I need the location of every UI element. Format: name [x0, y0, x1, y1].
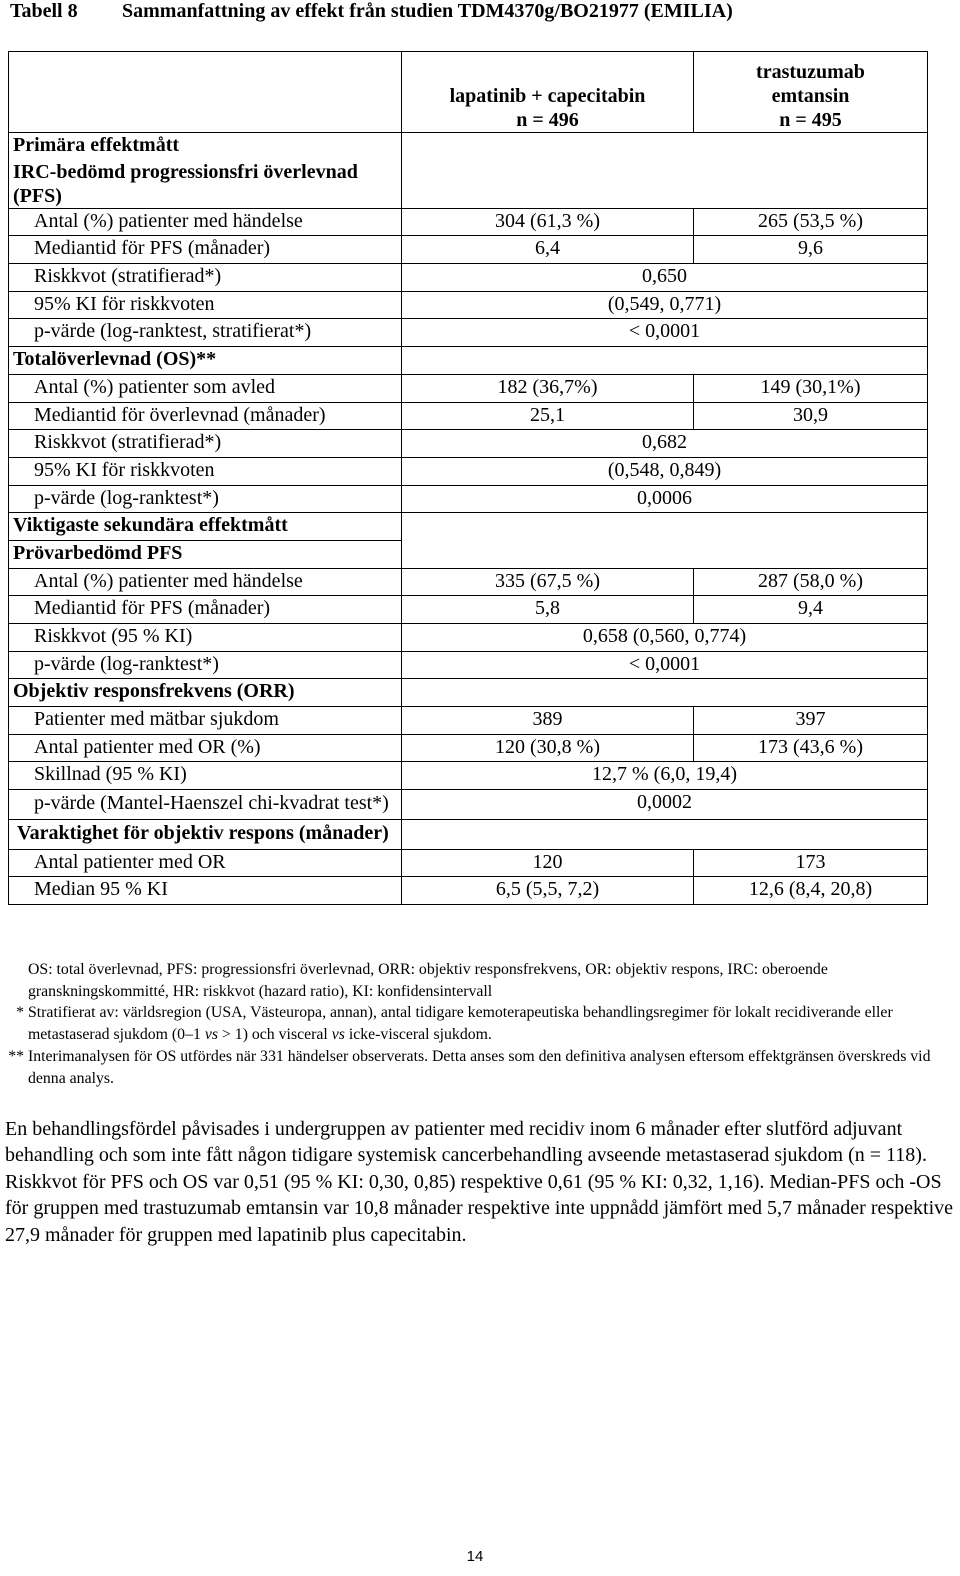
value-combined: 0,0002 [402, 790, 928, 820]
row-label: p-värde (log-ranktest*) [9, 651, 402, 679]
value-combined: (0,549, 0,771) [402, 291, 928, 319]
row-label: p-värde (log-ranktest, stratifierat*) [9, 319, 402, 347]
value-trastuzumab: 397 [694, 707, 928, 735]
table-row [9, 679, 928, 707]
row-label: Antal (%) patienter med händelse [9, 208, 402, 236]
value-lapatinib: 120 [402, 849, 694, 877]
value-trastuzumab: 12,6 (8,4, 20,8) [694, 877, 928, 905]
value-lapatinib: 120 (30,8 %) [402, 734, 694, 762]
table-row [9, 819, 928, 849]
table-row [9, 133, 928, 160]
table-row [9, 596, 928, 624]
table-row [9, 208, 928, 236]
table-row [9, 762, 928, 790]
section-label: Varaktighet för objektiv respons (månader) [9, 819, 402, 849]
value-trastuzumab: 149 (30,1%) [694, 374, 928, 402]
table-row [9, 347, 928, 375]
table-footnotes [0, 959, 940, 1089]
value-trastuzumab: 173 (43,6 %) [694, 734, 928, 762]
empty-cell [402, 133, 928, 209]
table-title: Sammanfattning av effekt från studien TDM4370g/BO21977 (EMILIA) [122, 0, 733, 22]
value-lapatinib: 182 (36,7%) [402, 374, 694, 402]
footnote-abbreviations: OS: total överlevnad, PFS: progressionsfri överlevnad, ORR: objektiv responsfrekvens, OR: objektiv respons, IRC: oberoende granskningskommitté, HR: riskkvot (hazard ratio), KI: konfidensintervall [28, 961, 828, 1000]
table-row [9, 457, 928, 485]
value-combined: 0,682 [402, 430, 928, 458]
table-row [9, 430, 928, 458]
value-lapatinib: 389 [402, 707, 694, 735]
value-combined: 0,0006 [402, 485, 928, 513]
table-row [9, 849, 928, 877]
table-row [9, 264, 928, 292]
value-combined: 0,650 [402, 264, 928, 292]
value-combined: (0,548, 0,849) [402, 457, 928, 485]
value-trastuzumab: 265 (53,5 %) [694, 208, 928, 236]
value-combined: < 0,0001 [402, 319, 928, 347]
body-paragraph: En behandlingsfördel påvisades i undergruppen av patienter med recidiv inom 6 månader efter slutförd adjuvant behandling och som inte fått någon tidigare systemisk cancerbehandling avseende metastaserad sjukdom (n = 118). Riskkvot för PFS och OS var 0,51 (95 % KI: 0,30, 0,85) respektive 0,61 (95 % KI: 0,32, 1,16). Median-PFS och -OS för gruppen med trastuzumab emtansin var 10,8 månader respektive inte uppnådd jämfört med 5,7 månader respektive 27,9 månader för gruppen med lapatinib plus capecitabin. [5, 1118, 954, 1246]
value-lapatinib: 6,5 (5,5, 7,2) [402, 877, 694, 905]
section-label: Viktigaste sekundära effektmått [9, 513, 402, 541]
value-lapatinib: 304 (61,3 %) [402, 208, 694, 236]
table-row [9, 707, 928, 735]
empty-cell [402, 347, 928, 375]
footnote-interim: ** Interimanalysen för OS utfördes när 331 händelser observerats. Detta anses som den definitiva analysen eftersom effektgränsen överskreds vid denna analys. [0, 1046, 940, 1089]
row-label: 95% KI för riskkvoten [9, 457, 402, 485]
table-row [9, 319, 928, 347]
table-row [9, 624, 928, 652]
row-label: Antal patienter med OR (%) [9, 734, 402, 762]
table-row [9, 374, 928, 402]
row-label: p-värde (log-ranktest*) [9, 485, 402, 513]
value-combined: 0,658 (0,560, 0,774) [402, 624, 928, 652]
row-label: Mediantid för PFS (månader) [9, 596, 402, 624]
table-header-row [9, 52, 928, 133]
header-lapatinib: lapatinib + capecitabin n = 496 [402, 52, 694, 133]
value-lapatinib: 25,1 [402, 402, 694, 430]
empty-cell [402, 819, 928, 849]
value-trastuzumab: 287 (58,0 %) [694, 568, 928, 596]
section-label: Totalöverlevnad (OS)** [9, 347, 402, 375]
row-label: 95% KI för riskkvoten [9, 291, 402, 319]
value-trastuzumab: 9,6 [694, 236, 928, 264]
table-row [9, 568, 928, 596]
table-row [9, 485, 928, 513]
row-label: Antal patienter med OR [9, 849, 402, 877]
footnote-mark: * [16, 1004, 24, 1022]
header-trastuzumab: trastuzumab emtansin n = 495 [694, 52, 928, 133]
page-number: 14 [466, 1548, 484, 1565]
value-combined: 12,7 % (6,0, 19,4) [402, 762, 928, 790]
table-caption [10, 0, 950, 26]
header-empty-cell [9, 52, 402, 133]
footnote-stratification: * Stratifierat av: världsregion (USA, Västeuropa, annan), antal tidigare kemoterapeutiska behandlingsregimer för lokalt recidiverande eller metastaserad sjukdom (0–1 vs > 1) och visceral vs icke-visceral sjukdom. [0, 1002, 940, 1045]
value-lapatinib: 335 (67,5 %) [402, 568, 694, 596]
value-trastuzumab: 9,4 [694, 596, 928, 624]
row-label: Antal (%) patienter med händelse [9, 568, 402, 596]
table-row [9, 291, 928, 319]
value-lapatinib: 6,4 [402, 236, 694, 264]
table-row [9, 402, 928, 430]
row-label: Antal (%) patienter som avled [9, 374, 402, 402]
footnote-mark: ** [8, 1047, 24, 1065]
row-label: Mediantid för överlevnad (månader) [9, 402, 402, 430]
row-label: Patienter med mätbar sjukdom [9, 707, 402, 735]
table-row [9, 790, 928, 820]
section-label: Prövarbedömd PFS [9, 540, 402, 568]
table-row [9, 877, 928, 905]
value-trastuzumab: 173 [694, 849, 928, 877]
efficacy-table [8, 51, 928, 905]
table-number: Tabell 8 [10, 0, 78, 22]
value-lapatinib: 5,8 [402, 596, 694, 624]
row-label: Riskkvot (95 % KI) [9, 624, 402, 652]
row-label: p-värde (Mantel-Haenszel chi-kvadrat test*) [9, 790, 402, 820]
row-label: Median 95 % KI [9, 877, 402, 905]
empty-cell [402, 679, 928, 707]
table-row [9, 513, 928, 541]
empty-cell [402, 513, 928, 568]
table-row [9, 734, 928, 762]
section-label: Objektiv responsfrekvens (ORR) [9, 679, 402, 707]
row-label: Riskkvot (stratifierad*) [9, 430, 402, 458]
table-row [9, 651, 928, 679]
value-trastuzumab: 30,9 [694, 402, 928, 430]
row-label: Mediantid för PFS (månader) [9, 236, 402, 264]
value-combined: < 0,0001 [402, 651, 928, 679]
row-label: Skillnad (95 % KI) [9, 762, 402, 790]
section-label: Primära effektmått [9, 133, 402, 160]
section-label: IRC-bedömd progressionsfri överlevnad (PFS) [9, 160, 402, 209]
table-row [9, 236, 928, 264]
row-label: Riskkvot (stratifierad*) [9, 264, 402, 292]
